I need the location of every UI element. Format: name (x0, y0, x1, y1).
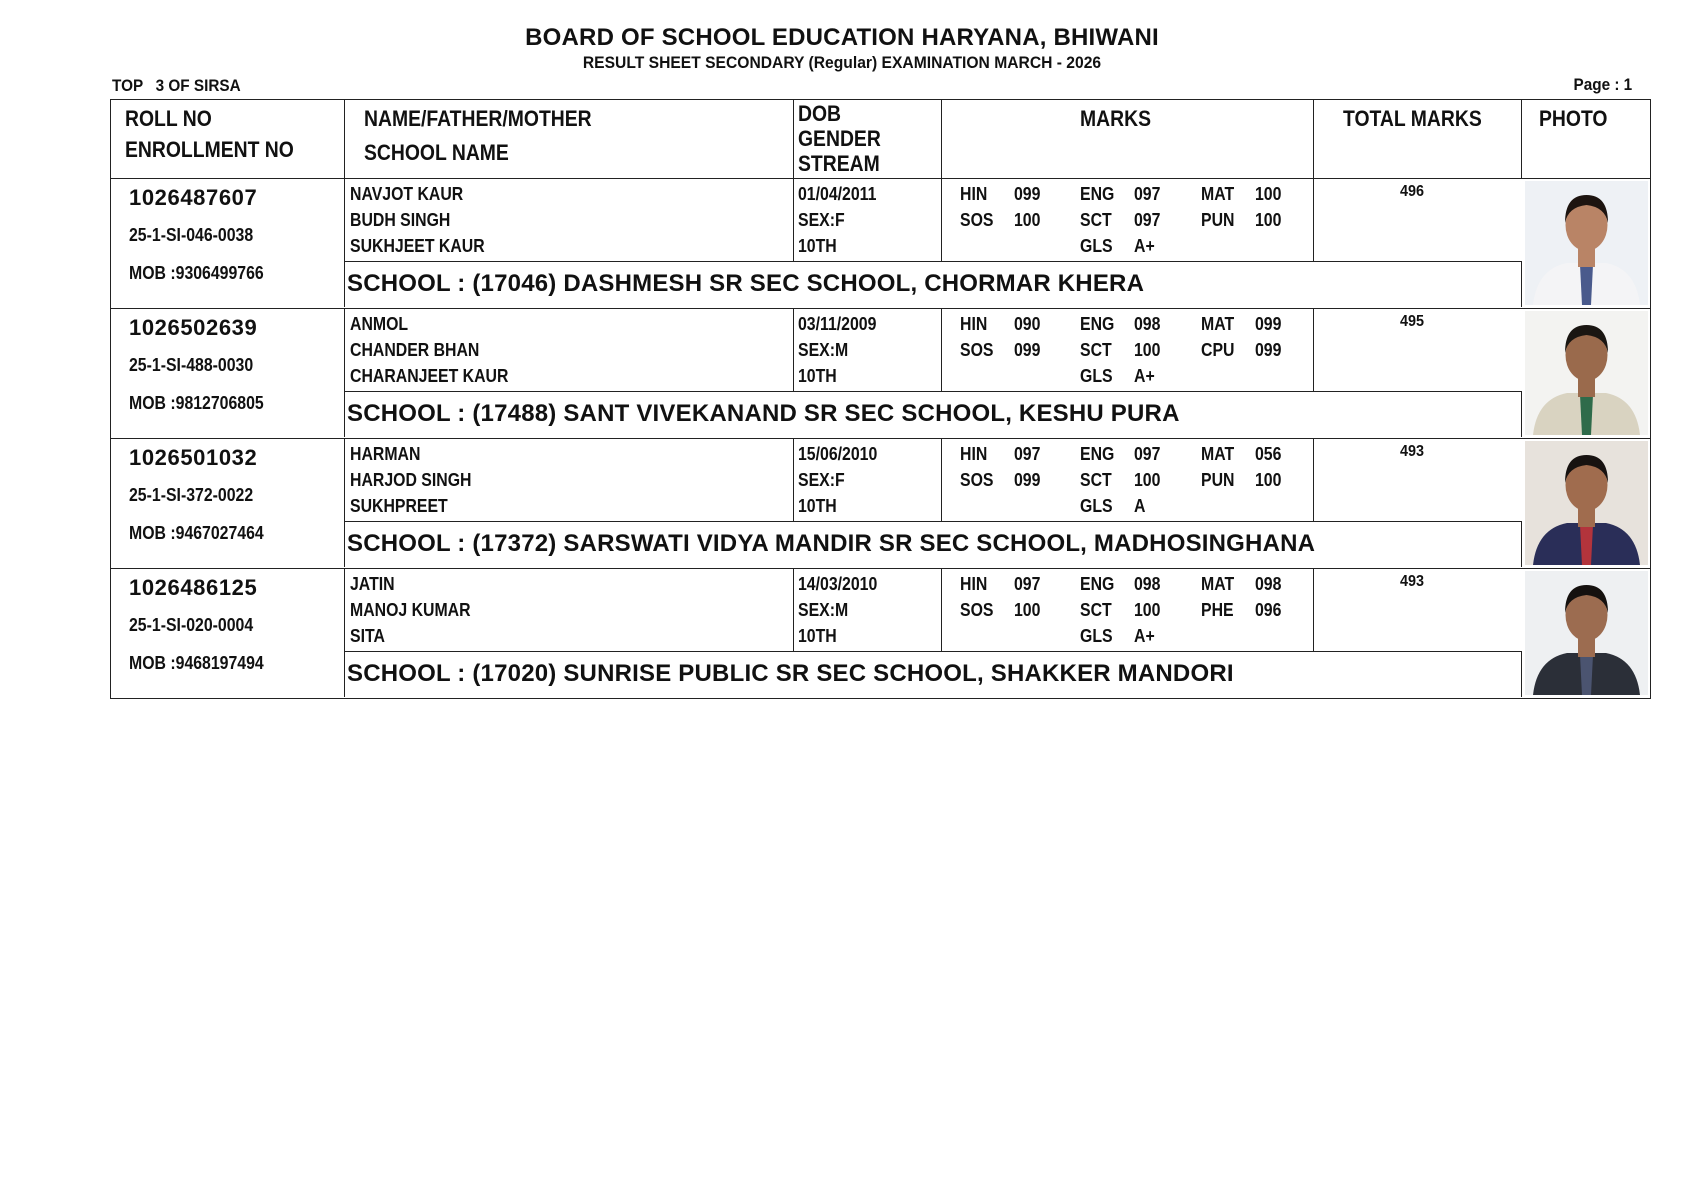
subject-score: 099 (1014, 470, 1041, 490)
marks-cell (942, 439, 1314, 522)
grade: A+ (1134, 626, 1155, 646)
roll-cell (111, 569, 345, 697)
mobile-number: MOB :9467027464 (129, 523, 264, 543)
total-cell (1314, 569, 1522, 652)
roll-cell (111, 439, 345, 567)
mobile-number: MOB :9306499766 (129, 263, 264, 283)
subject-code: MAT (1201, 314, 1235, 334)
enrollment-number: 25-1-SI-488-0030 (129, 355, 254, 375)
date-of-birth: 01/04/2011 (798, 184, 877, 204)
dob-cell (794, 179, 942, 262)
school-name: SCHOOL : (17372) SARSWATI VIDYA MANDIR SR SEC SCHOOL, MADHOSINGHANA (347, 530, 1316, 557)
subject-score: 097 (1134, 184, 1161, 204)
student-photo (1525, 311, 1648, 435)
subject-score: 097 (1134, 444, 1161, 464)
grade: A+ (1134, 366, 1155, 386)
subject-score: 100 (1255, 184, 1282, 204)
stream: 10TH (798, 626, 837, 646)
stream: 10TH (798, 496, 837, 516)
subject-code: ENG (1080, 444, 1115, 464)
mother-name: CHARANJEET KAUR (350, 366, 509, 386)
subject-code: PUN (1201, 470, 1235, 490)
mother-name: SUKHPREET (350, 496, 448, 516)
header-gender: GENDER (798, 126, 881, 151)
father-name: BUDH SINGH (350, 210, 451, 230)
subject-code: SOS (960, 210, 994, 230)
total-marks: 493 (1399, 573, 1425, 590)
subject-score: 099 (1255, 340, 1282, 360)
student-name: JATIN (350, 574, 395, 594)
student-name: ANMOL (350, 314, 409, 334)
photo-cell (1522, 439, 1650, 567)
header-enrollment-no: ENROLLMENT NO (125, 137, 294, 162)
header-total-marks: TOTAL MARKS (1343, 106, 1482, 131)
student-photo-image (1525, 571, 1648, 695)
subject-score: 098 (1134, 574, 1161, 594)
subject-score: 100 (1255, 210, 1282, 230)
subject-code: HIN (960, 314, 988, 334)
photo-cell (1522, 569, 1650, 697)
dob-cell (794, 439, 942, 522)
marks-cell (942, 569, 1314, 652)
total-marks: 496 (1399, 183, 1425, 200)
mother-name: SUKHJEET KAUR (350, 236, 485, 256)
date-of-birth: 15/06/2010 (798, 444, 878, 464)
stream: 10TH (798, 236, 837, 256)
subject-code: MAT (1201, 574, 1235, 594)
student-photo-image (1525, 441, 1648, 565)
gls-label: GLS (1080, 236, 1113, 256)
top-label: TOP 3 OF SIRSA (112, 76, 241, 95)
gender: SEX:F (798, 470, 845, 490)
roll-number: 1026487607 (129, 185, 258, 210)
subject-code: HIN (960, 184, 988, 204)
subject-score: 098 (1255, 574, 1282, 594)
marks-cell (942, 179, 1314, 262)
student-photo-image (1525, 181, 1648, 305)
total-marks: 493 (1399, 443, 1425, 460)
subject-score: 097 (1134, 210, 1161, 230)
names-cell (345, 439, 794, 522)
school-name: SCHOOL : (17020) SUNRISE PUBLIC SR SEC SCHOOL, SHAKKER MANDORI (347, 660, 1234, 687)
subject-score: 100 (1014, 210, 1041, 230)
roll-number: 1026486125 (129, 575, 258, 600)
mother-name: SITA (350, 626, 385, 646)
student-photo (1525, 441, 1648, 565)
names-cell (345, 309, 794, 392)
school-name: SCHOOL : (17488) SANT VIVEKANAND SR SEC SCHOOL, KESHU PURA (347, 400, 1180, 427)
result-table (110, 99, 1651, 699)
subject-code: SOS (960, 600, 994, 620)
subject-code: SOS (960, 340, 994, 360)
subject-code: SCT (1080, 600, 1112, 620)
gls-label: GLS (1080, 626, 1113, 646)
result-sheet-subtitle: RESULT SHEET SECONDARY (Regular) EXAMINATION MARCH - 2026 (582, 53, 1102, 72)
school-cell (345, 392, 1522, 437)
subject-score: 099 (1014, 184, 1041, 204)
names-cell (345, 179, 794, 262)
total-marks: 495 (1399, 313, 1425, 330)
enrollment-number: 25-1-SI-046-0038 (129, 225, 254, 245)
student-photo (1525, 571, 1648, 695)
subject-code: ENG (1080, 574, 1115, 594)
roll-number: 1026502639 (129, 315, 258, 340)
header-marks: MARKS (1080, 106, 1151, 131)
header-dob: DOB (798, 101, 842, 126)
total-cell (1314, 439, 1522, 522)
subject-code: ENG (1080, 184, 1115, 204)
gender: SEX:M (798, 600, 849, 620)
grade: A+ (1134, 236, 1155, 256)
header-roll-no: ROLL NO (125, 106, 212, 131)
subject-score: 090 (1014, 314, 1041, 334)
gls-label: GLS (1080, 496, 1113, 516)
student-name: NAVJOT KAUR (350, 184, 464, 204)
student-photo (1525, 181, 1648, 305)
dob-cell (794, 309, 942, 392)
table-row (110, 569, 1651, 699)
subject-score: 100 (1134, 340, 1161, 360)
enrollment-number: 25-1-SI-020-0004 (129, 615, 254, 635)
subject-code: SCT (1080, 210, 1112, 230)
subject-score: 097 (1014, 574, 1041, 594)
roll-cell (111, 309, 345, 437)
photo-cell (1522, 309, 1650, 437)
header-dob-gender-stream (794, 100, 942, 178)
subject-score: 100 (1255, 470, 1282, 490)
subject-score: 100 (1134, 600, 1161, 620)
father-name: CHANDER BHAN (350, 340, 480, 360)
table-header (110, 99, 1651, 179)
gls-label: GLS (1080, 366, 1113, 386)
marks-cell (942, 309, 1314, 392)
subject-code: SOS (960, 470, 994, 490)
header-stream: STREAM (798, 151, 880, 176)
roll-number: 1026501032 (129, 445, 258, 470)
header-photo: PHOTO (1539, 106, 1608, 131)
subject-code: SCT (1080, 470, 1112, 490)
school-cell (345, 522, 1522, 567)
student-name: HARMAN (350, 444, 421, 464)
grade: A (1134, 496, 1146, 516)
subject-code: SCT (1080, 340, 1112, 360)
student-photo-image (1525, 311, 1648, 435)
header-photo-cell (1522, 100, 1650, 178)
school-name: SCHOOL : (17046) DASHMESH SR SEC SCHOOL, CHORMAR KHERA (347, 270, 1145, 297)
photo-cell (1522, 179, 1650, 307)
subject-score: 097 (1014, 444, 1041, 464)
table-row (110, 179, 1651, 309)
total-cell (1314, 309, 1522, 392)
subject-score: 096 (1255, 600, 1282, 620)
school-cell (345, 262, 1522, 307)
date-of-birth: 14/03/2010 (798, 574, 878, 594)
total-cell (1314, 179, 1522, 262)
names-cell (345, 569, 794, 652)
dob-cell (794, 569, 942, 652)
subject-score: 056 (1255, 444, 1282, 464)
subject-code: PUN (1201, 210, 1235, 230)
gender: SEX:M (798, 340, 849, 360)
page-number: Page : 1 (1573, 75, 1632, 94)
stream: 10TH (798, 366, 837, 386)
table-row (110, 309, 1651, 439)
header-school-name: SCHOOL NAME (364, 140, 509, 165)
subject-code: MAT (1201, 184, 1235, 204)
subject-code: MAT (1201, 444, 1235, 464)
enrollment-number: 25-1-SI-372-0022 (129, 485, 254, 505)
subject-score: 100 (1014, 600, 1041, 620)
subject-score: 099 (1255, 314, 1282, 334)
father-name: MANOJ KUMAR (350, 600, 471, 620)
header-total-cell (1314, 100, 1522, 178)
header-marks-cell (942, 100, 1314, 178)
mobile-number: MOB :9468197494 (129, 653, 264, 673)
subject-code: HIN (960, 574, 988, 594)
mobile-number: MOB :9812706805 (129, 393, 264, 413)
gender: SEX:F (798, 210, 845, 230)
subject-code: HIN (960, 444, 988, 464)
header-names (345, 100, 794, 178)
school-cell (345, 652, 1522, 697)
header-roll-enrollment (111, 100, 345, 178)
date-of-birth: 03/11/2009 (798, 314, 877, 334)
table-row (110, 439, 1651, 569)
subject-score: 098 (1134, 314, 1161, 334)
subject-score: 100 (1134, 470, 1161, 490)
subject-code: ENG (1080, 314, 1115, 334)
subject-code: PHE (1201, 600, 1234, 620)
father-name: HARJOD SINGH (350, 470, 472, 490)
subject-code: CPU (1201, 340, 1235, 360)
board-title: BOARD OF SCHOOL EDUCATION HARYANA, BHIWANI (525, 24, 1159, 51)
subject-score: 099 (1014, 340, 1041, 360)
roll-cell (111, 179, 345, 307)
header-name-father-mother: NAME/FATHER/MOTHER (364, 106, 592, 131)
